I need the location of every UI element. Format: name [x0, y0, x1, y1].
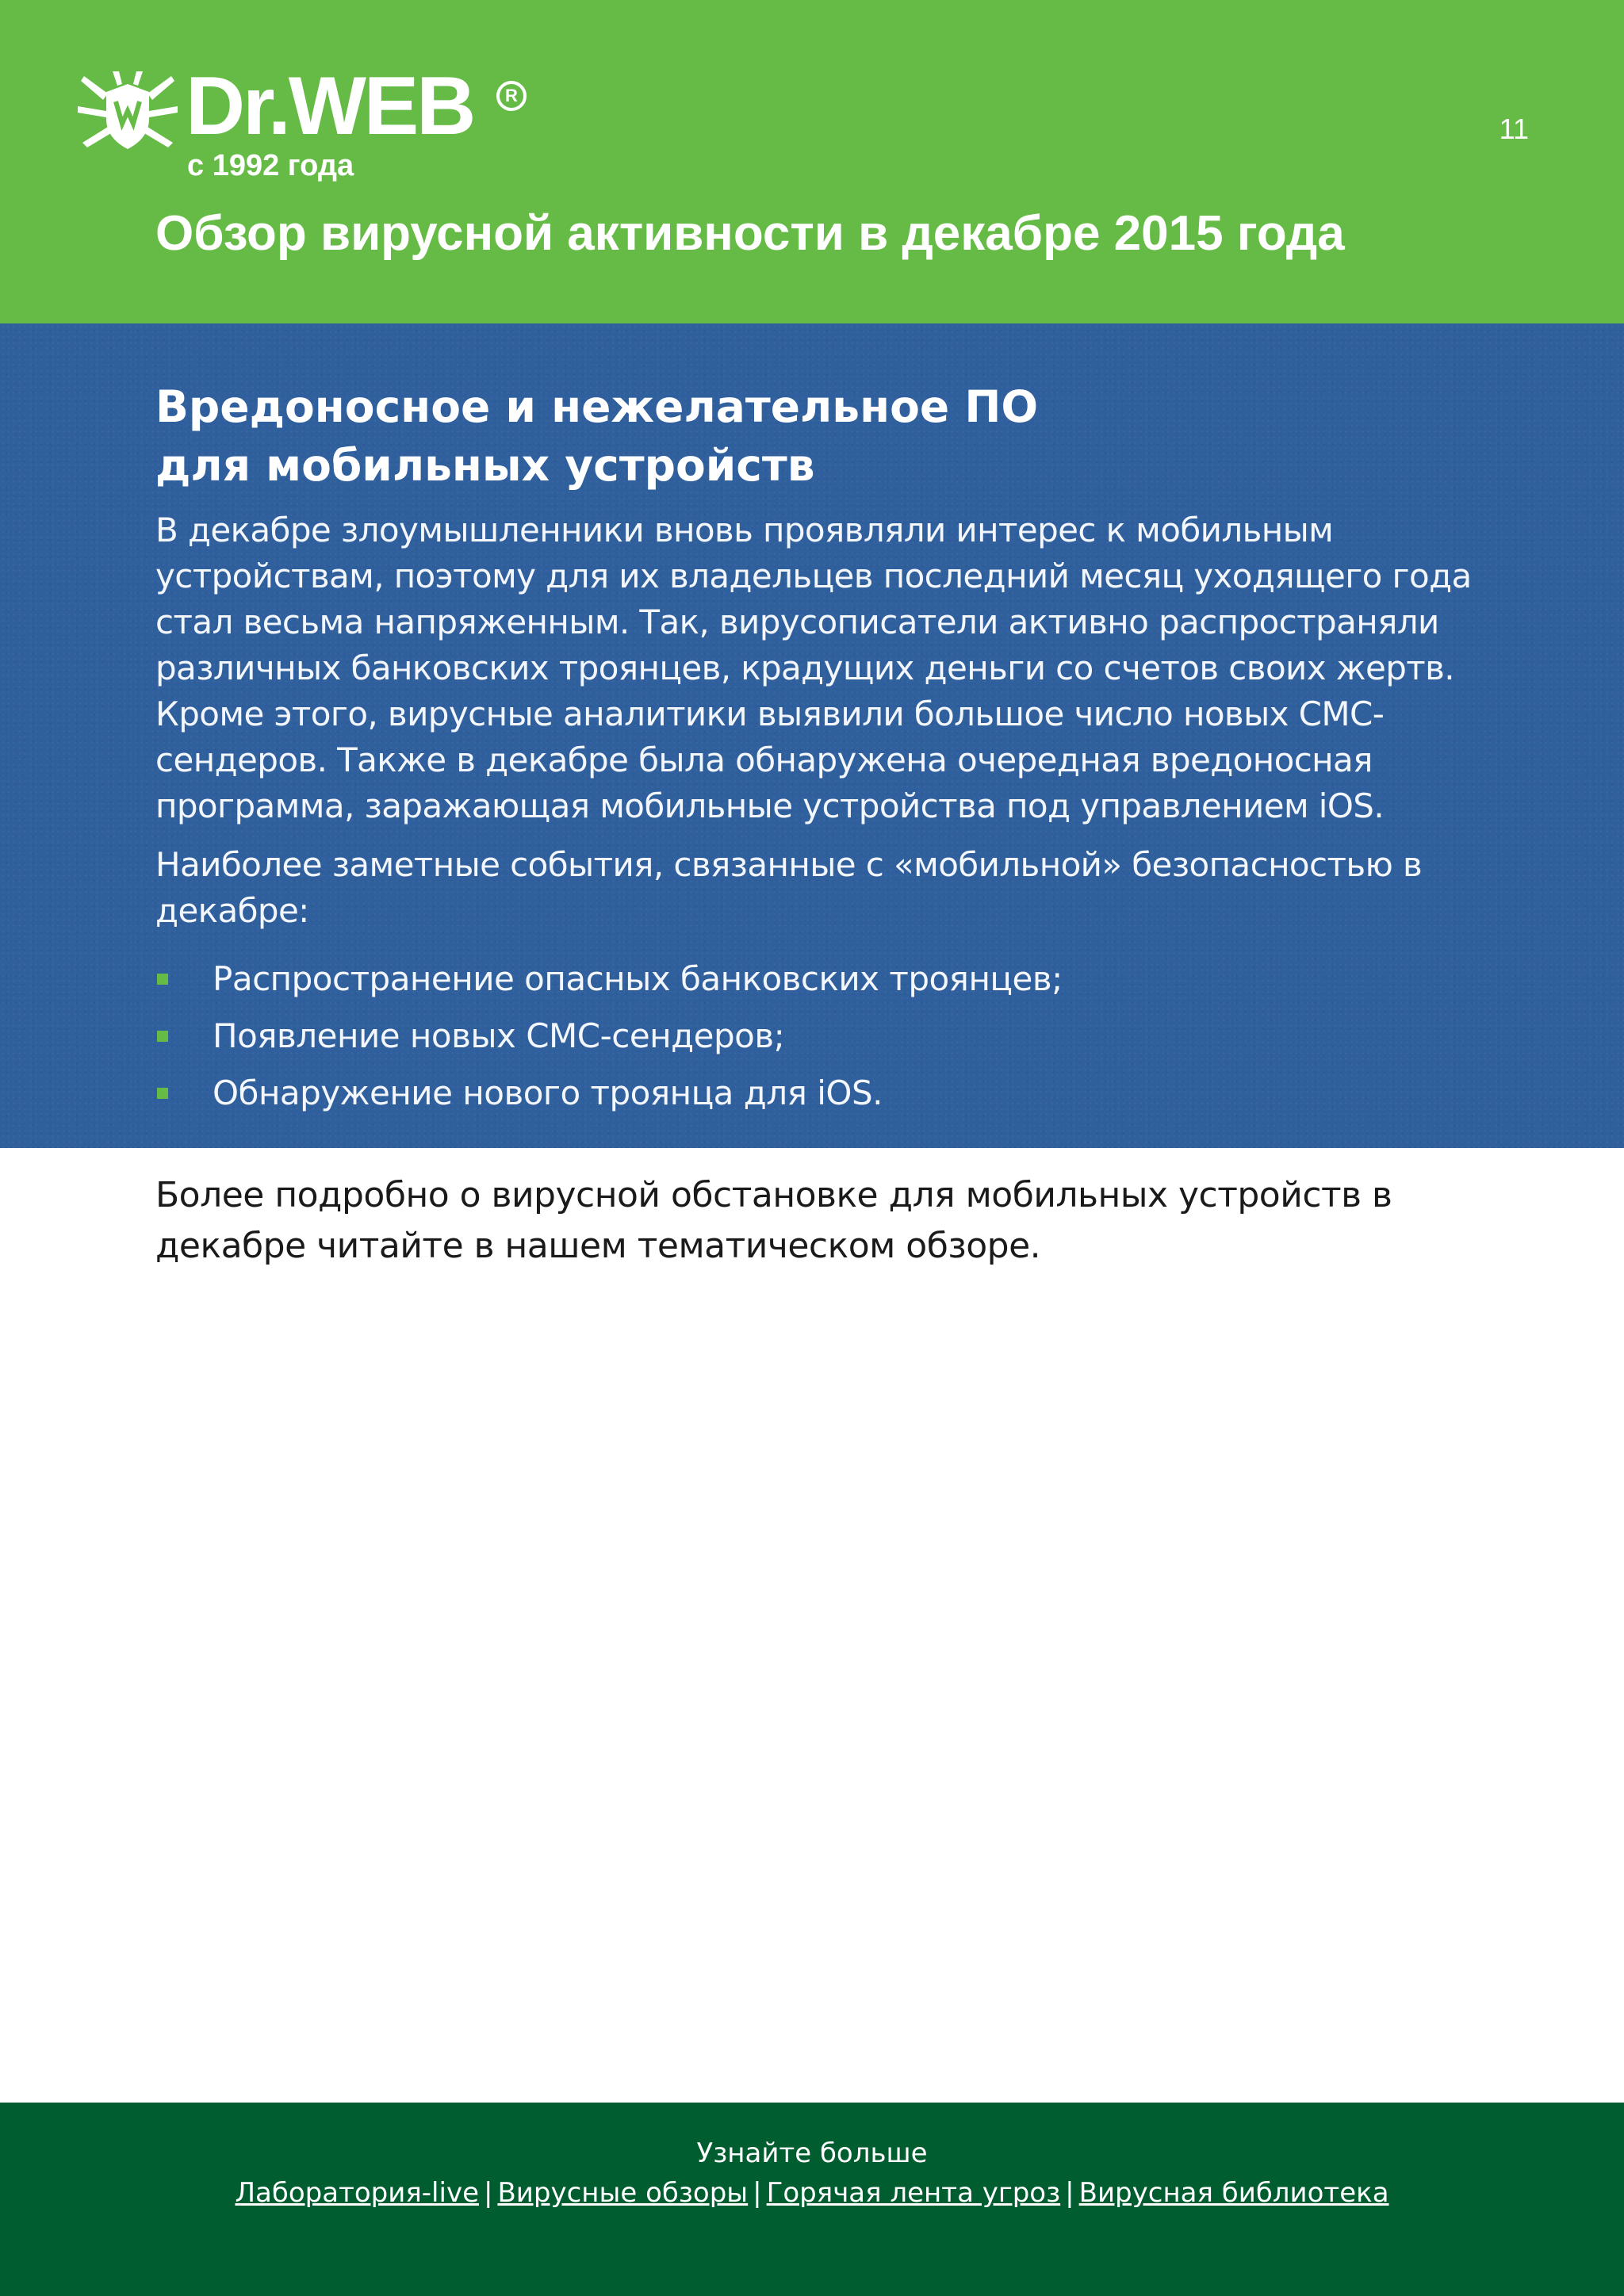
section-title-line1: Вредоносное и нежелательное ПО [155, 381, 1039, 432]
section-title [155, 377, 1519, 495]
drweb-logo[interactable] [76, 60, 536, 189]
events-intro: Наиболее заметные события, связанные с «мобильной» безопасностью в декабре: [155, 845, 1423, 930]
bullet-square-icon [157, 1031, 168, 1042]
since-year: с 1992 года [187, 149, 354, 182]
footer [0, 2103, 1624, 2296]
section-title-line2: для мобильных устройств [155, 440, 815, 491]
link-threat-feed[interactable]: Горячая лента угроз [766, 2177, 1061, 2209]
link-virus-library[interactable]: Вирусная библиотека [1078, 2177, 1389, 2209]
learn-more-label: Узнайте больше [696, 2137, 928, 2169]
bullet-square-icon [157, 974, 168, 985]
registered-mark: R [496, 81, 527, 111]
events-list [155, 956, 1519, 1116]
link-virus-reviews[interactable]: Вирусные обзоры [497, 2177, 749, 2209]
list-item: Обнаружение нового троянца для iOS. [155, 1070, 1519, 1116]
link-separator: | [1065, 2177, 1074, 2209]
footer-links [0, 2177, 1624, 2209]
intro-paragraph: В декабре злоумышленники вновь проявляли интерес к мобильным устройствам, поэтому для их владельцев последний месяц уходящего года стал весьма напряженным. Так, вирусописатели активно распространяли различных банковских троянцев, крадущих деньги со счетов своих жертв. Кроме этого, вирусные аналитики выявили большое число новых СМС-сендеров. Также в декабре была обнаружена очередная вредоносная программа, заражающая мобильные устройства под управлением iOS. [155, 511, 1472, 825]
page-number: 11 [1499, 113, 1529, 145]
link-separator: | [483, 2177, 493, 2209]
bullet-square-icon [157, 1088, 168, 1099]
mobile-malware-panel [0, 323, 1624, 1148]
document-title: Обзор вирусной активности в декабре 2015 года [155, 206, 1345, 261]
more-info-text: Более подробно о вирусной обстановке для мобильных устройств в декабре читайте в нашем тематическом обзоре. [155, 1175, 1392, 1266]
spider-icon [76, 70, 179, 157]
brand-name: Dr.WEB [186, 60, 474, 152]
link-lab-live[interactable]: Лаборатория-live [235, 2177, 479, 2209]
header [0, 0, 1624, 323]
list-item: Появление новых СМС-сендеров; [155, 1013, 1519, 1059]
list-item: Распространение опасных банковских троянцев; [155, 956, 1519, 1002]
link-separator: | [753, 2177, 762, 2209]
